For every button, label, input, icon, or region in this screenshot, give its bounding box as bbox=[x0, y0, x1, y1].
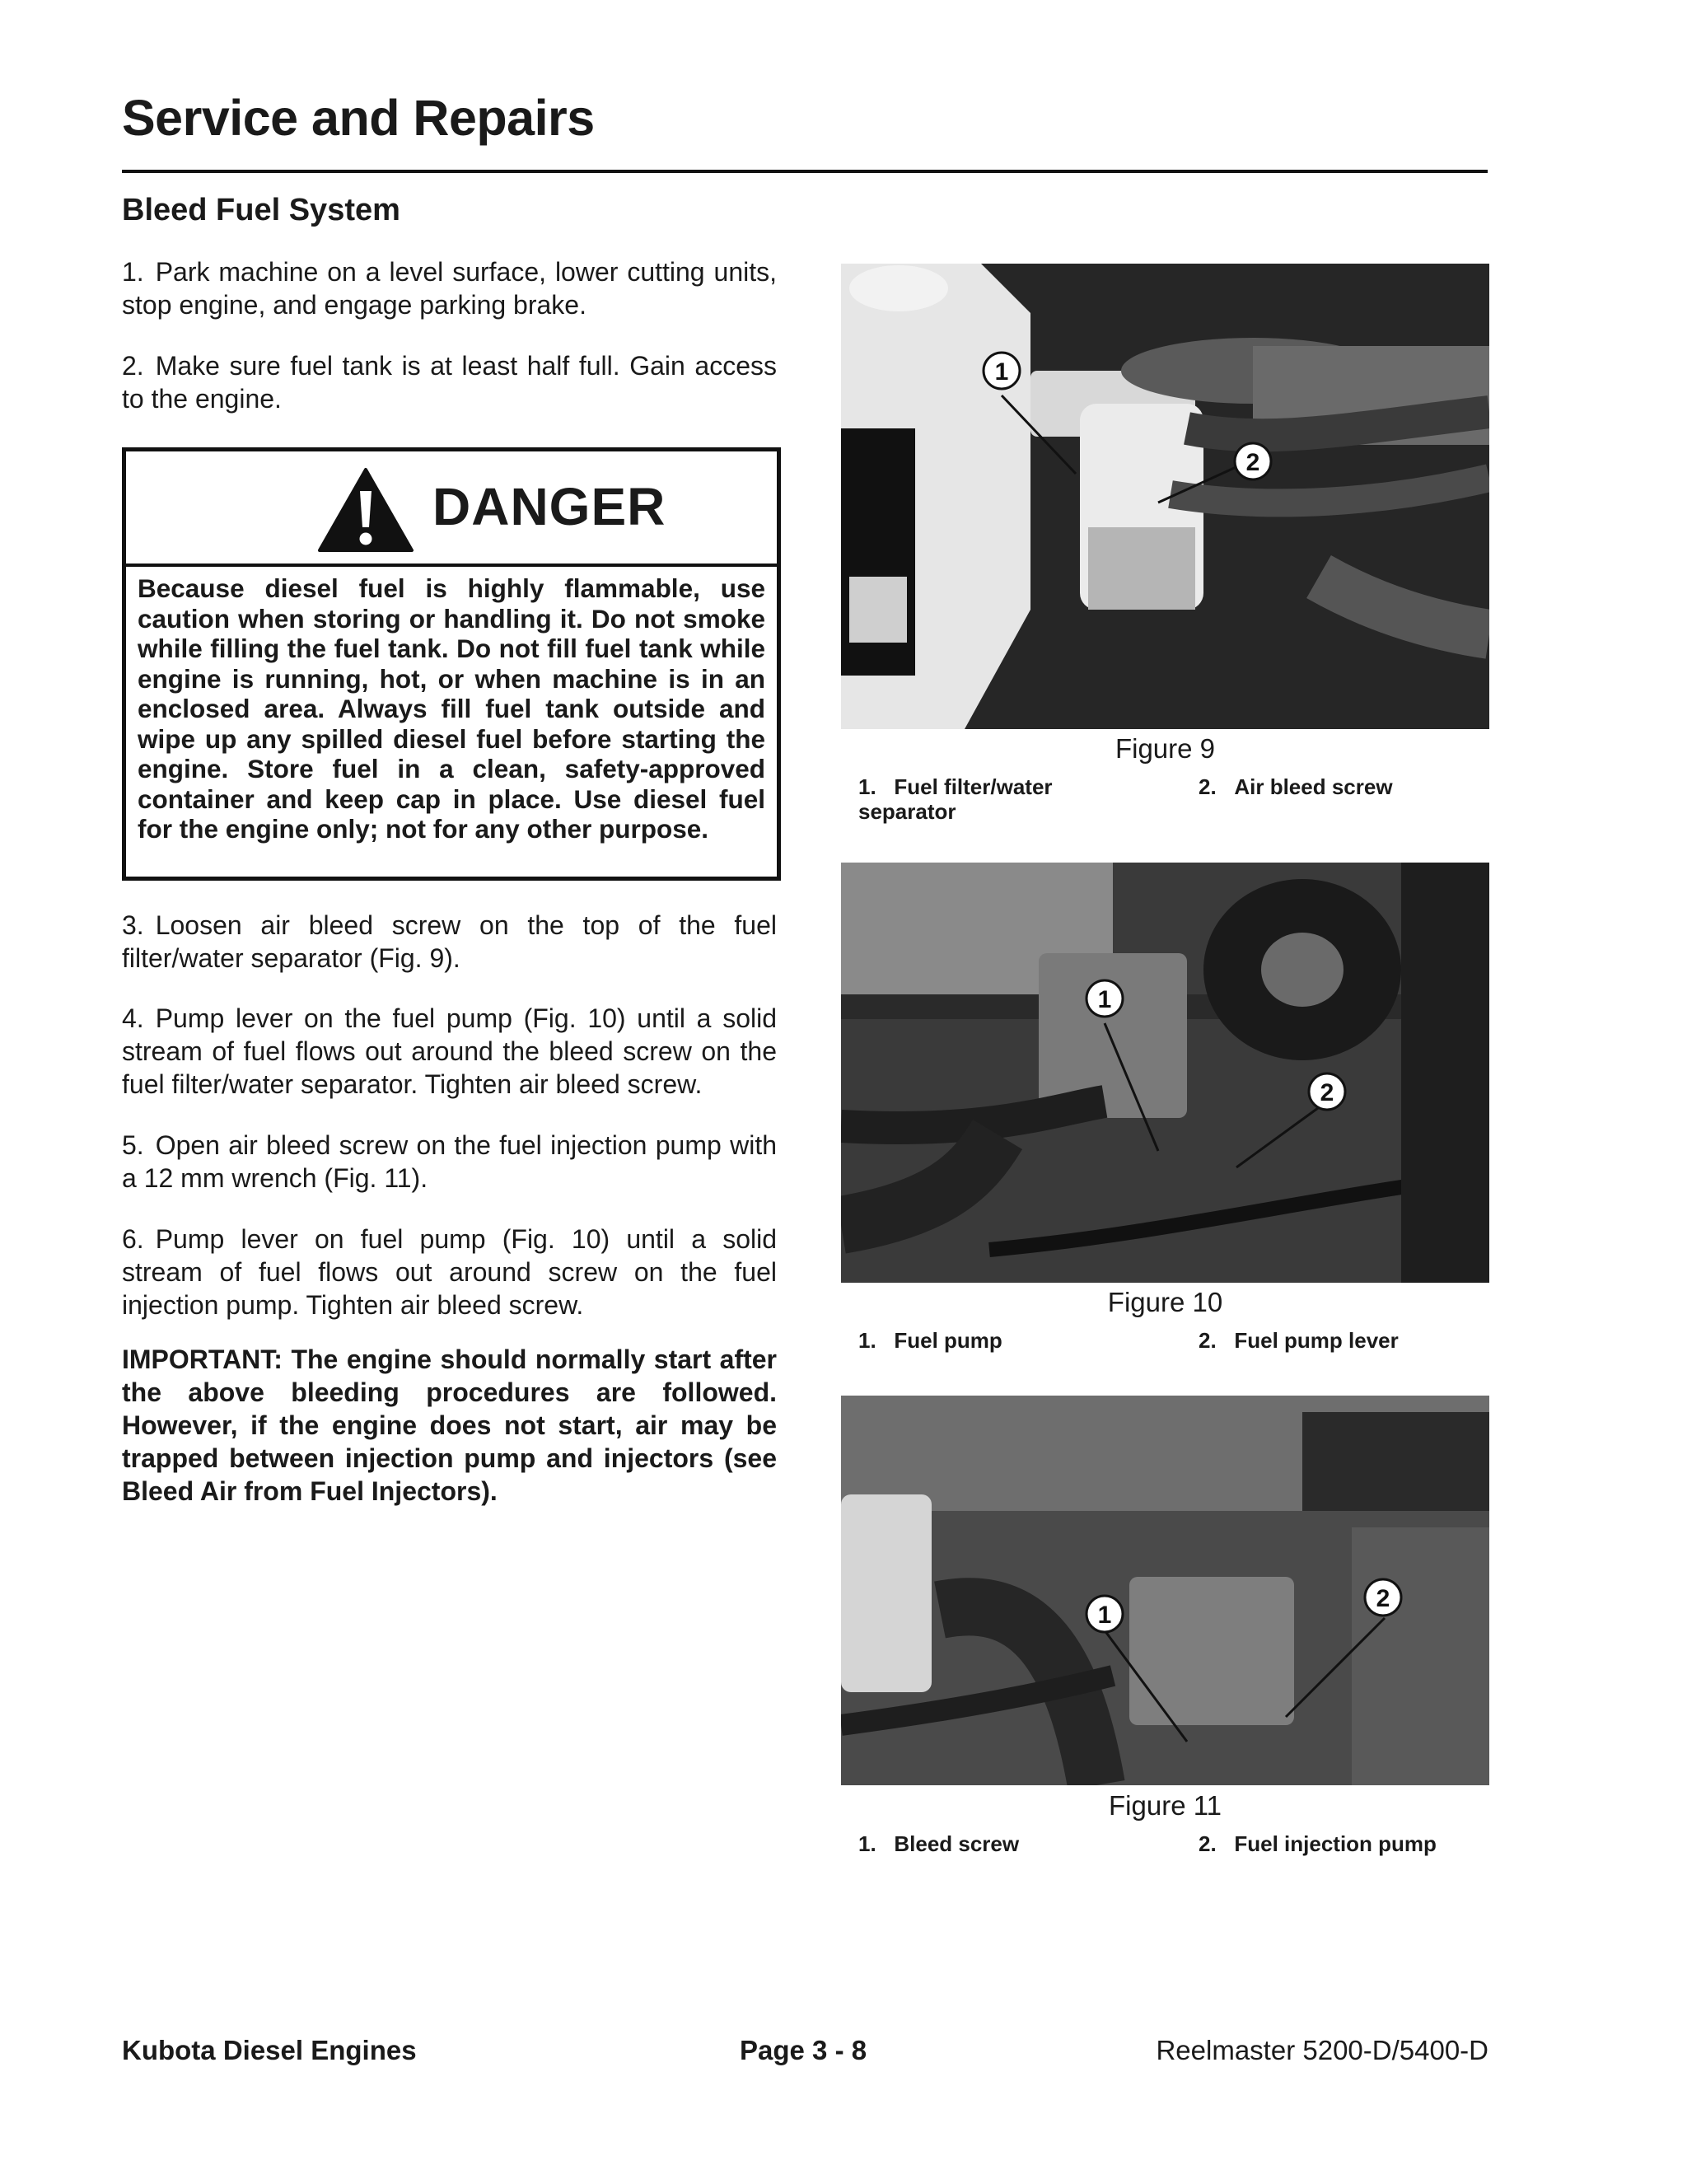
footer-manual-title: Kubota Diesel Engines bbox=[122, 2035, 417, 2065]
step-text: Park machine on a level surface, lower cutting units, stop engine, and engage parking brake. bbox=[122, 257, 777, 320]
footer-page-number: Page 3 - 8 bbox=[740, 2035, 867, 2065]
danger-text: Because diesel fuel is highly flammable, use caution when storing or handling it. Do not smoke while filling the fuel tank. Do not fill fuel tank while engine is running, hot, or when machine is in an enclosed area. Always fill fuel tank outside and wipe up any spilled diesel fuel before starting the engine. Store fuel in a clean, safety-approved container and keep cap in place. Use diesel fuel for the engine only; not for any other purpose. bbox=[138, 573, 765, 844]
step-6 bbox=[122, 1223, 777, 1321]
step-number: 1. bbox=[122, 257, 144, 287]
callout-2-label: 2 bbox=[1320, 1079, 1334, 1106]
legend-label: Fuel pump lever bbox=[1234, 1328, 1399, 1353]
step-1 bbox=[122, 255, 777, 321]
figure-10-legend-item-1 bbox=[858, 1328, 1002, 1353]
figure-9-photo bbox=[841, 264, 1489, 729]
step-2 bbox=[122, 349, 777, 415]
step-text: Make sure fuel tank is at least half full. Gain access to the engine. bbox=[122, 351, 777, 414]
section-heading: Bleed Fuel System bbox=[122, 193, 400, 227]
legend-label: Fuel pump bbox=[894, 1328, 1002, 1353]
page-title: Service and Repairs bbox=[122, 90, 595, 146]
step-text: Pump lever on fuel pump (Fig. 10) until a solid stream of fuel flows out around screw on the fuel injection pump. Tighten air bleed screw. bbox=[122, 1224, 777, 1320]
legend-number: 2. bbox=[1199, 1831, 1217, 1856]
title-divider bbox=[122, 170, 1488, 173]
figure-10-caption: Figure 10 bbox=[1107, 1287, 1223, 1317]
figure-11-legend-item-2 bbox=[1199, 1831, 1437, 1856]
step-text: Open air bleed screw on the fuel injection pump with a 12 mm wrench (Fig. 11). bbox=[122, 1130, 777, 1193]
figure-9-legend-item-1 bbox=[858, 774, 1147, 824]
figure-11-caption: Figure 11 bbox=[1109, 1790, 1222, 1821]
legend-label: Fuel filter/water separator bbox=[858, 774, 1053, 824]
step-4 bbox=[122, 1002, 777, 1101]
legend-number: 1. bbox=[858, 774, 876, 799]
legend-number: 1. bbox=[858, 1831, 876, 1856]
legend-label: Air bleed screw bbox=[1234, 774, 1393, 799]
danger-header bbox=[126, 451, 777, 567]
legend-label: Bleed screw bbox=[894, 1831, 1020, 1856]
step-number: 3. bbox=[122, 910, 144, 940]
step-number: 4. bbox=[122, 1003, 144, 1033]
danger-box bbox=[122, 447, 781, 881]
important-note: IMPORTANT: The engine should normally start after the above bleeding procedures are followed. However, if the engine does not start, air may be trapped between injection pump and injectors (see Bleed Air from Fuel Injectors). bbox=[122, 1345, 777, 1506]
figure-10-legend-item-2 bbox=[1199, 1328, 1399, 1353]
legend-number: 2. bbox=[1199, 774, 1217, 799]
figure-11-legend-item-1 bbox=[858, 1831, 1019, 1856]
figure-11-photo bbox=[841, 1396, 1489, 1785]
figure-9-caption: Figure 9 bbox=[1115, 733, 1216, 764]
footer-product-name: Reelmaster 5200-D/5400-D bbox=[1156, 2035, 1488, 2065]
legend-number: 2. bbox=[1199, 1328, 1217, 1353]
callout-2-label: 2 bbox=[1245, 449, 1260, 476]
step-text: Loosen air bleed screw on the top of the fuel filter/water separator (Fig. 9). bbox=[122, 910, 777, 973]
figure-10-photo bbox=[841, 863, 1489, 1283]
legend-label: Fuel injection pump bbox=[1234, 1831, 1437, 1856]
danger-title: DANGER bbox=[432, 477, 666, 536]
callout-1-label: 1 bbox=[994, 358, 1009, 386]
step-5 bbox=[122, 1129, 777, 1195]
step-number: 6. bbox=[122, 1224, 144, 1254]
legend-number: 1. bbox=[858, 1328, 876, 1353]
callout-2-label: 2 bbox=[1376, 1585, 1390, 1612]
warning-triangle-icon bbox=[317, 466, 414, 554]
step-text: Pump lever on the fuel pump (Fig. 10) until a solid stream of fuel flows out around the bleed screw on the fuel filter/water separator. Tighten air bleed screw. bbox=[122, 1003, 777, 1099]
figure-9-legend-item-2 bbox=[1199, 774, 1393, 799]
callout-1-label: 1 bbox=[1097, 1602, 1112, 1629]
step-3 bbox=[122, 909, 777, 975]
step-number: 5. bbox=[122, 1130, 144, 1160]
callout-1-label: 1 bbox=[1097, 986, 1112, 1013]
step-number: 2. bbox=[122, 351, 144, 381]
